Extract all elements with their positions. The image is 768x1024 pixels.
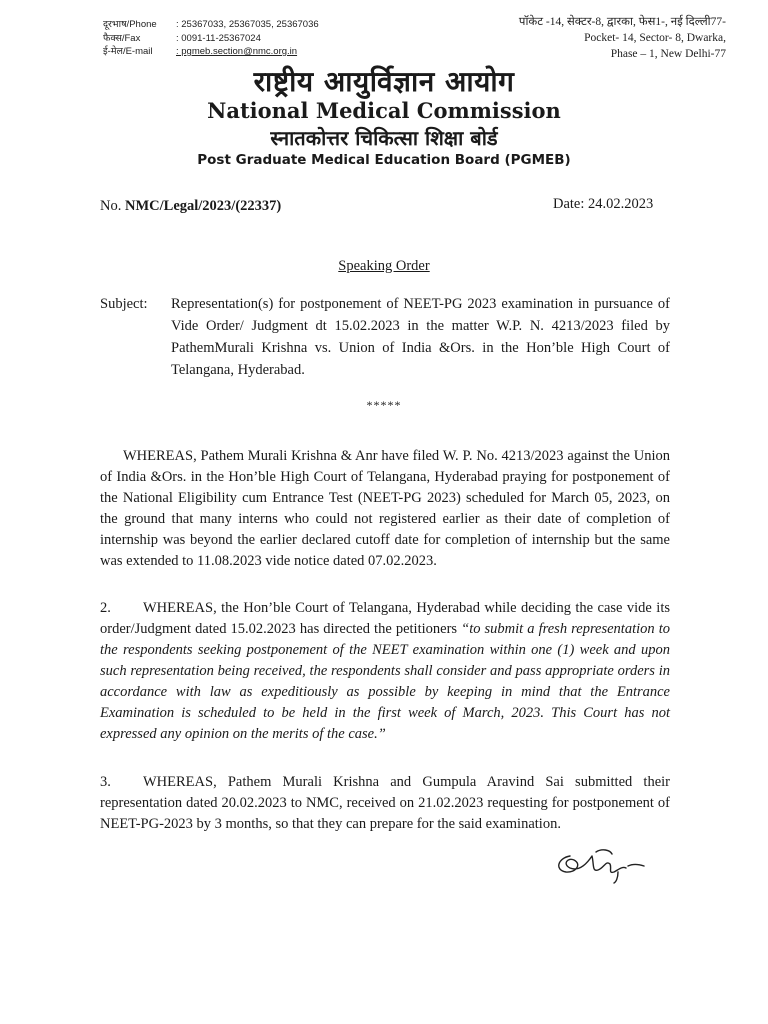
phone-label: दूरभाष/Phone [103, 19, 157, 30]
contact-block [103, 18, 319, 59]
ref-prefix: No. [100, 198, 122, 214]
separator: ***** [366, 398, 402, 412]
fax-label: फैक्स/Fax [103, 32, 141, 44]
address-line-1: Pocket- 14, Sector- 8, Dwarka, [584, 32, 726, 44]
hindi-subtitle: स्नातकोत्तर चिकित्सा शिक्षा बोर्ड [270, 126, 498, 150]
phone-value: : 25367033, 25367035, 25367036 [176, 19, 319, 30]
subject-label: Subject: [100, 296, 148, 312]
address-block [519, 14, 726, 62]
paragraph-2 [100, 598, 670, 745]
order-title: Speaking Order [338, 258, 430, 274]
email-link[interactable]: : pgmeb.section@nmc.org.in [176, 46, 298, 57]
email-label: ई-मेल/E-mail [103, 46, 153, 57]
document-date: Date: 24.02.2023 [553, 196, 654, 212]
paragraph-2-quote: “to submit a fresh representation to the respondents seeking postponement of the NEET examination within one (1) week and upon such representation being received, the respondents shall consider and pass appropriate orders in accordance with law as expeditiously as possible by keeping in mind that the Entrance Examination is scheduled to be held in the first week of March, 2023. This Court has not expressed any opinion on the merits of the case.” [100, 621, 670, 742]
paragraph-3 [100, 772, 670, 835]
reference-number [100, 198, 281, 215]
subject-text: Representation(s) for postponement of NEET-PG 2023 examination in pursuance of Vide Order/ Judgment dt 15.02.2023 in the matter W.P. N. 4213/2023 filed by PathemMurali Krishna vs. Union of India &Ors. in the Hon’ble High Court of Telangana, Hyderabad. [171, 296, 670, 378]
fax-value: : 0091-11-25367024 [176, 32, 261, 44]
hindi-title: राष्ट्रीय आयुर्विज्ञान आयोग [253, 65, 515, 98]
contact-email [103, 45, 319, 59]
board-title: Post Graduate Medical Education Board (PGMEB) [197, 152, 571, 168]
subject-block [100, 293, 670, 381]
paragraph-2-number: 2. [100, 600, 111, 616]
paragraph-2-text: WHEREAS, the Hon’ble Court of Telangana, Hyderabad while deciding the case vide its order/Judgment dated 15.02.2023 has directed the petitioners [100, 600, 670, 637]
signature-image [552, 842, 664, 884]
paragraph-1: WHEREAS, Pathem Murali Krishna & Anr have filed W. P. No. 4213/2023 against the Union of India &Ors. in the Hon’ble High Court of Telangana, Hyderabad praying for postponement of the National Eligibility cum Entrance Test (NEET-PG 2023) scheduled for March 05, 2023, on the ground that many interns who could not registered earlier as their date of completion of internship was beyond the earlier declared cutoff date for completion of internship but the same was extended to 11.08.2023 vide notice dated 07.02.2023. [100, 448, 670, 569]
address-line-2: Phase – 1, New Delhi-77 [610, 48, 726, 60]
address-hindi: पॉकेट -14, सेक्टर-8, द्वारका, फेस1-, नई दिल्ली77- [518, 16, 726, 28]
org-title: National Medical Commission [207, 98, 561, 123]
paragraph-3-number: 3. [100, 774, 111, 790]
contact-fax [103, 32, 319, 46]
ref-value: NMC/Legal/2023/(22337) [124, 198, 282, 214]
contact-phone [103, 18, 319, 32]
paragraph-3-text: WHEREAS, Pathem Murali Krishna and Gumpula Aravind Sai submitted their representation dated 20.02.2023 to NMC, received on 21.02.2023 requesting for postponement of NEET-PG-2023 by 3 months, so that they can prepare for the said examination. [100, 774, 670, 832]
